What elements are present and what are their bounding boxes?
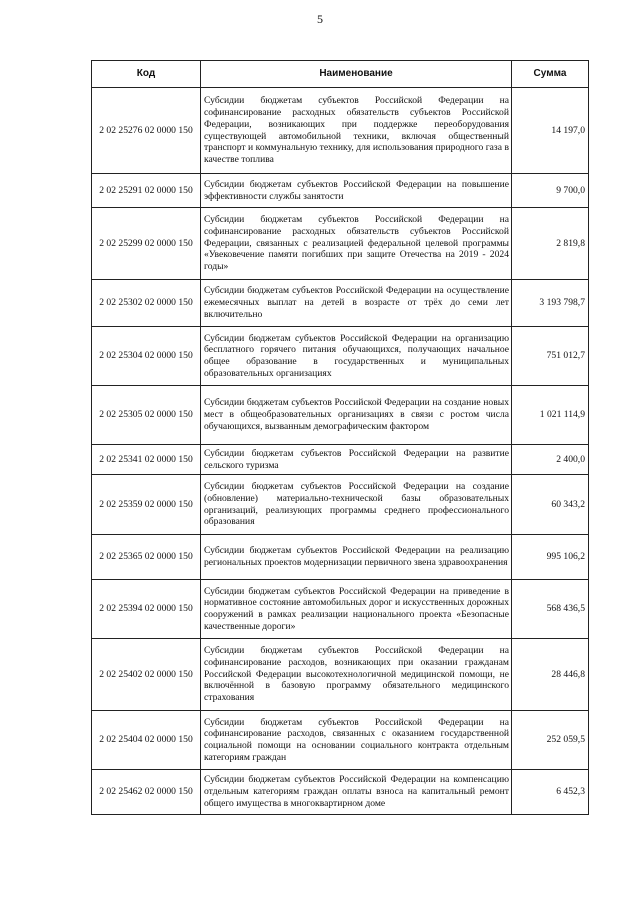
row-name: Субсидии бюджетам субъектов Российской Федерации на создание (обновление) материально-технической базы образовательных организаций, реализующих программы среднего профессионального образования (201, 475, 512, 535)
table-row (92, 770, 589, 815)
row-sum: 3 193 798,7 (512, 280, 589, 327)
table-row (92, 208, 589, 280)
row-sum: 751 012,7 (512, 327, 589, 386)
row-name: Субсидии бюджетам субъектов Российской Федерации на осуществление ежемесячных выплат на детей в возрасте от трёх до семи лет включительно (201, 280, 512, 327)
page-number: 5 (317, 12, 323, 26)
row-sum: 14 197,0 (512, 88, 589, 174)
row-sum: 9 700,0 (512, 174, 589, 208)
table-row (92, 327, 589, 386)
row-sum: 60 343,2 (512, 475, 589, 535)
row-sum: 2 819,8 (512, 208, 589, 280)
row-sum: 995 106,2 (512, 535, 589, 580)
row-code: 2 02 25299 02 0000 150 (92, 208, 201, 280)
table-row (92, 174, 589, 208)
row-code: 2 02 25404 02 0000 150 (92, 711, 201, 770)
row-name: Субсидии бюджетам субъектов Российской Федерации на организацию бесплатного горячего питания обучающихся, получающих начальное общее образование в государственных и муниципальных образовательных организациях (201, 327, 512, 386)
row-code: 2 02 25305 02 0000 150 (92, 386, 201, 445)
row-name: Субсидии бюджетам субъектов Российской Федерации на повышение эффективности службы занятости (201, 174, 512, 208)
row-code: 2 02 25394 02 0000 150 (92, 580, 201, 639)
row-name: Субсидии бюджетам субъектов Российской Федерации на развитие сельского туризма (201, 445, 512, 475)
column-header-sum: Сумма (512, 61, 589, 88)
row-sum: 2 400,0 (512, 445, 589, 475)
row-code: 2 02 25341 02 0000 150 (92, 445, 201, 475)
row-name: Субсидии бюджетам субъектов Российской Федерации на компенсацию отдельным категориям граждан оплаты взноса на капитальный ремонт общего имущества в многоквартирном доме (201, 770, 512, 815)
table-row (92, 475, 589, 535)
row-name: Субсидии бюджетам субъектов Российской Федерации на реализацию региональных проектов модернизации первичного звена здравоохранения (201, 535, 512, 580)
row-code: 2 02 25276 02 0000 150 (92, 88, 201, 174)
row-code: 2 02 25402 02 0000 150 (92, 639, 201, 711)
row-name: Субсидии бюджетам субъектов Российской Федерации на софинансирование расходов, связанных с оказанием государственной социальной помощи на основании социального контракта отдельным категориям граждан (201, 711, 512, 770)
table-row (92, 280, 589, 327)
table-header-row (92, 61, 589, 88)
table-row (92, 445, 589, 475)
row-name: Субсидии бюджетам субъектов Российской Федерации на софинансирование расходных обязательств субъектов Российской Федерации, возникающих при поддержке переоборудования существующей автомобильной техники, включая общественный транспорт и коммунальную технику, для использования природного газа в качестве топлива (201, 88, 512, 174)
row-sum: 6 452,3 (512, 770, 589, 815)
row-code: 2 02 25304 02 0000 150 (92, 327, 201, 386)
row-code: 2 02 25291 02 0000 150 (92, 174, 201, 208)
table-row (92, 639, 589, 711)
row-code: 2 02 25365 02 0000 150 (92, 535, 201, 580)
row-name: Субсидии бюджетам субъектов Российской Федерации на приведение в нормативное состояние автомобильных дорог и искусственных дорожных сооружений в рамках реализации национального проекта «Безопасные качественные дороги» (201, 580, 512, 639)
table-row (92, 535, 589, 580)
budget-table (91, 60, 589, 815)
table-row (92, 88, 589, 174)
row-sum: 252 059,5 (512, 711, 589, 770)
row-code: 2 02 25462 02 0000 150 (92, 770, 201, 815)
table-row (92, 580, 589, 639)
row-code: 2 02 25302 02 0000 150 (92, 280, 201, 327)
row-name: Субсидии бюджетам субъектов Российской Федерации на софинансирование расходных обязательств субъектов Российской Федерации, связанных с реализацией федеральной целевой программы «Увековечение памяти погибших при защите Отечества на 2019 - 2024 годы» (201, 208, 512, 280)
row-sum: 568 436,5 (512, 580, 589, 639)
table-row (92, 711, 589, 770)
row-code: 2 02 25359 02 0000 150 (92, 475, 201, 535)
row-name: Субсидии бюджетам субъектов Российской Федерации на создание новых мест в общеобразовательных организациях в связи с ростом числа обучающихся, вызванным демографическим фактором (201, 386, 512, 445)
column-header-code: Код (92, 61, 201, 88)
column-header-name: Наименование (201, 61, 512, 88)
row-name: Субсидии бюджетам субъектов Российской Федерации на софинансирование расходов, возникающих при оказании гражданам Российской Федерации высокотехнологичной медицинской помощи, не включённой в базовую программу обязательного медицинского страхования (201, 639, 512, 711)
row-sum: 28 446,8 (512, 639, 589, 711)
row-sum: 1 021 114,9 (512, 386, 589, 445)
table-row (92, 386, 589, 445)
